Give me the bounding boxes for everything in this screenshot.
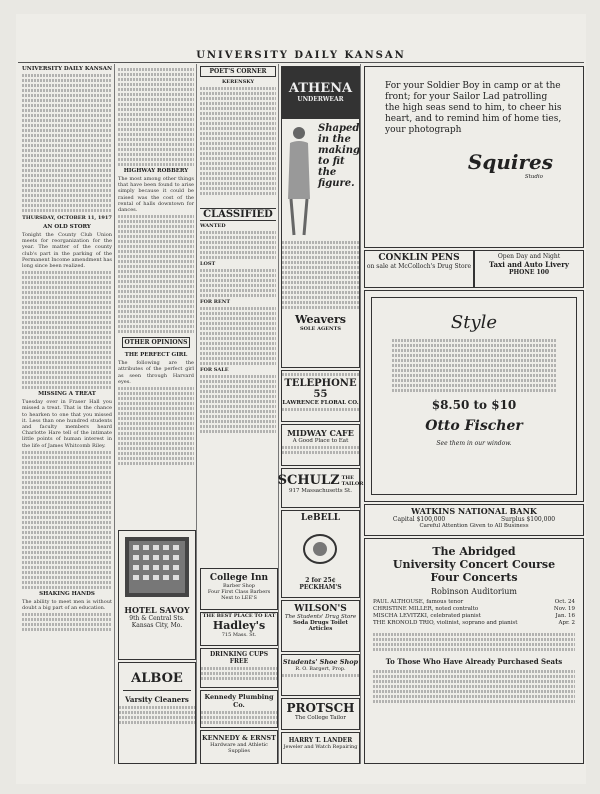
column-rule xyxy=(196,64,197,764)
midway-cafe-ad xyxy=(281,424,360,466)
protsch-ad xyxy=(281,698,360,730)
performer-row xyxy=(373,613,575,620)
midway-name: MIDWAY CAFE xyxy=(287,428,354,438)
lebell-collar-ad xyxy=(281,510,360,598)
college-inn-name: College Inn xyxy=(209,573,269,583)
poets-heading-box xyxy=(200,66,276,77)
classified-for-rent: FOR RENT xyxy=(200,299,231,305)
schulz-name: SCHULZ xyxy=(277,473,340,488)
athena-underwear-ad xyxy=(281,66,360,368)
paper-title: UNIVERSITY DAILY KANSAN xyxy=(22,66,112,72)
savoy-name: HOTEL SAVOY xyxy=(124,605,190,615)
floral-name: LAWRENCE FLORAL CO. xyxy=(282,400,359,406)
shoe-name: Students' Shoe Shop xyxy=(282,658,359,666)
lebell-shop: PECKHAM'S xyxy=(299,584,342,591)
hotel-building-icon xyxy=(119,531,195,601)
heading-other-opinions: OTHER OPINIONS xyxy=(124,339,188,347)
athena-agent: Weavers xyxy=(295,313,346,326)
poets-corner xyxy=(200,66,276,206)
performer-name: PAUL ALTHOUSE, famous tenor xyxy=(373,599,464,605)
watkins-line: Careful Attention Given to All Business xyxy=(419,523,529,529)
taxi-livery-ad xyxy=(474,250,584,288)
watkins-surplus: Surplus $100,000 xyxy=(501,516,556,523)
editorial-column xyxy=(22,66,112,766)
para-shaking: The ability to meet men is without doubt a big part of an education. xyxy=(22,598,112,612)
kennedy-ernst-ad xyxy=(200,730,278,764)
concert-title2: University Concert Course xyxy=(392,558,556,571)
shoe-shop-ad xyxy=(281,654,360,696)
heading-missing: MISSING A TREAT xyxy=(38,391,96,398)
squires-studio-ad xyxy=(364,66,584,248)
lawrence-floral-ad xyxy=(281,370,360,422)
wilsons-line: The Students' Drug Store xyxy=(284,614,357,620)
para-highway: The most among other things that have been found to arise simply because it could be raised was the cost of the rental of halls downtown for dances. xyxy=(118,176,194,214)
heading-old-story: AN OLD STORY xyxy=(43,224,91,230)
telephone-label: TELEPHONE 55 xyxy=(284,378,357,400)
wilsons-line2: Soda Drugs Toilet Articles xyxy=(293,620,348,632)
schulz-tailor-ad xyxy=(277,468,364,508)
protsch-sub: The College Tailor xyxy=(294,715,346,721)
para-old-story: Tonight the County Club Union meets for reorganization for the year. The matter of the county club's part in the parking of the Permanent Income amendment has long since been realized. xyxy=(22,232,112,270)
alboe-line: Varsity Cleaners xyxy=(125,695,189,704)
drinking-cups-ad xyxy=(200,648,278,688)
para-missing: Tuesday over in Fraser Hall you missed a treat. That is the chance to hearken to one that you missed it. Less than one hundred students and faculty members heard Charlotte Hare tell of the intimate little points of human interest in the life of James Whitcomb Riley. xyxy=(22,399,112,449)
kennedy-name: Kennedy Plumbing Co. xyxy=(204,693,274,709)
hadleys-ad xyxy=(200,612,278,646)
squires-brand: Squires xyxy=(467,150,553,174)
watkins-bank-ad xyxy=(364,504,584,536)
college-inn-line: Four First Class Barbers Next to LEE'S xyxy=(207,589,271,601)
kennedy-ernst-line: Hardware and Athletic Supplies xyxy=(210,742,268,754)
classified-lost: LOST xyxy=(200,261,216,267)
heading-perfect-girl: THE PERFECT GIRL xyxy=(124,352,188,359)
performer-date: Jan. 16 xyxy=(555,613,575,619)
watkins-name: WATKINS NATIONAL BANK xyxy=(411,506,537,516)
concert-title1: The Abridged xyxy=(432,545,516,558)
performer-row xyxy=(373,606,575,613)
college-inn-ad xyxy=(200,568,278,610)
lander-jeweler-ad xyxy=(281,732,360,764)
classified-for-sale: FOR SALE xyxy=(200,367,229,373)
performer-date: Oct. 24 xyxy=(554,599,575,605)
lander-line: Jeweler and Watch Repairing xyxy=(283,744,358,750)
performer-name: MISCHA LEVITZKI, celebrated pianist xyxy=(373,613,481,619)
performer-row xyxy=(373,599,575,606)
taxi-line1: Open Day and Night xyxy=(497,253,561,260)
concert-subheading: To Those Who Have Already Purchased Seats xyxy=(385,657,563,666)
conklin-pens-ad xyxy=(364,250,474,288)
squires-studio: Studio xyxy=(524,174,543,180)
fischer-prices: $8.50 to $10 xyxy=(431,398,517,412)
lebell-price: 2 for 25¢ xyxy=(305,577,336,584)
schulz-addr: 917 Massachusetts St. xyxy=(288,488,353,494)
concert-venue: Robinson Auditorium xyxy=(430,587,518,596)
athena-sub: UNDERWEAR xyxy=(297,96,344,103)
shoe-owner: R. O. Bargert, Prop. xyxy=(295,666,346,672)
column-rule xyxy=(114,64,115,764)
performer-list xyxy=(365,599,583,627)
concert-course-ad xyxy=(364,538,584,764)
athena-agent-sub: SOLE AGENTS xyxy=(300,326,341,332)
performer-name: CHRISTINE MILLER, noted contralto xyxy=(373,606,479,612)
squires-text: For your Soldier Boy in camp or at the front; for your Sailor Lad patrolling the high seas send to him, to cheer his heart, and to remind him of home ties, your photograph xyxy=(385,81,562,135)
savoy-city: Kansas City, Mo. xyxy=(131,622,183,629)
classified-section xyxy=(200,208,276,508)
college-inn-tag: Barber Shop xyxy=(222,583,256,589)
heading-highway: HIGHWAY ROBBERY xyxy=(123,168,189,174)
masthead: UNIVERSITY DAILY KANSAN xyxy=(196,50,406,61)
performer-date: Apr. 2 xyxy=(558,620,575,626)
other-opinions-box xyxy=(122,337,190,348)
protsch-name: PROTSCH xyxy=(286,701,355,715)
collar-icon xyxy=(282,523,359,573)
alboe-name: ALBOE xyxy=(131,671,183,686)
alboe-ad xyxy=(118,662,196,764)
classified-wanted: WANTED xyxy=(200,223,226,229)
lebell-name: LeBELL xyxy=(300,513,341,523)
poets-subheading: KERENSKY xyxy=(221,79,255,85)
hadleys-head: THE BEST PLACE TO EAT xyxy=(202,613,276,619)
schulz-sub: THE TAILOR xyxy=(341,474,364,487)
column-rule xyxy=(278,64,279,764)
performer-name: THE KRONOLD TRIO, violinist, soprano and pianist xyxy=(373,620,518,626)
kennedy-plumbing-ad xyxy=(200,690,278,728)
athena-brand: ATHENA xyxy=(288,81,353,96)
taxi-phone: PHONE 100 xyxy=(508,269,550,276)
lander-name: HARRY T. LANDER xyxy=(288,737,353,744)
fischer-heading: Style xyxy=(450,312,498,333)
hotel-savoy-ad xyxy=(118,530,196,660)
fischer-foot: See them in our window. xyxy=(436,440,512,447)
kennedy-ernst-name: KENNEDY & ERNST xyxy=(202,734,276,742)
editorial-column-2 xyxy=(118,66,194,526)
performer-row xyxy=(373,620,575,627)
athena-slogan: Shaped in the making to fit the figure. xyxy=(318,123,361,189)
watkins-figures xyxy=(365,516,583,523)
conklin-line: on sale at McColloch's Drug Store xyxy=(366,263,472,270)
para-perfect-girl: The following are the attributes of the perfect girl as seen through Harvard eyes. xyxy=(118,360,194,385)
midway-line: A Good Place to Eat xyxy=(292,438,349,444)
savoy-addr: 9th & Central Sts. xyxy=(129,615,185,622)
watkins-capital: Capital $100,000 xyxy=(392,516,446,523)
otto-fischer-ad xyxy=(364,290,584,502)
classified-heading: CLASSIFIED xyxy=(200,208,276,221)
fischer-brand: Otto Fischer xyxy=(425,418,523,434)
conklin-name: CONKLIN PENS xyxy=(378,253,460,263)
figure-illustration-icon xyxy=(282,119,316,239)
heading-shaking: SHAKING HANDS xyxy=(39,590,95,597)
drinking-head: DRINKING CUPS FREE xyxy=(209,651,269,665)
wilsons-name: WILSON'S xyxy=(294,604,347,614)
performer-date: Nov. 19 xyxy=(553,606,575,612)
hadleys-addr: 715 Mass. St. xyxy=(221,632,257,638)
hadleys-name: Hadley's xyxy=(212,619,266,632)
concert-title3: Four Concerts xyxy=(430,571,518,584)
poets-heading: POET'S CORNER xyxy=(209,68,267,75)
wilsons-ad xyxy=(281,600,360,652)
taxi-line2: Taxi and Auto Livery xyxy=(488,260,570,269)
date-line: THURSDAY, OCTOBER 11, 1917 xyxy=(22,215,112,221)
masthead-rule xyxy=(18,62,584,63)
